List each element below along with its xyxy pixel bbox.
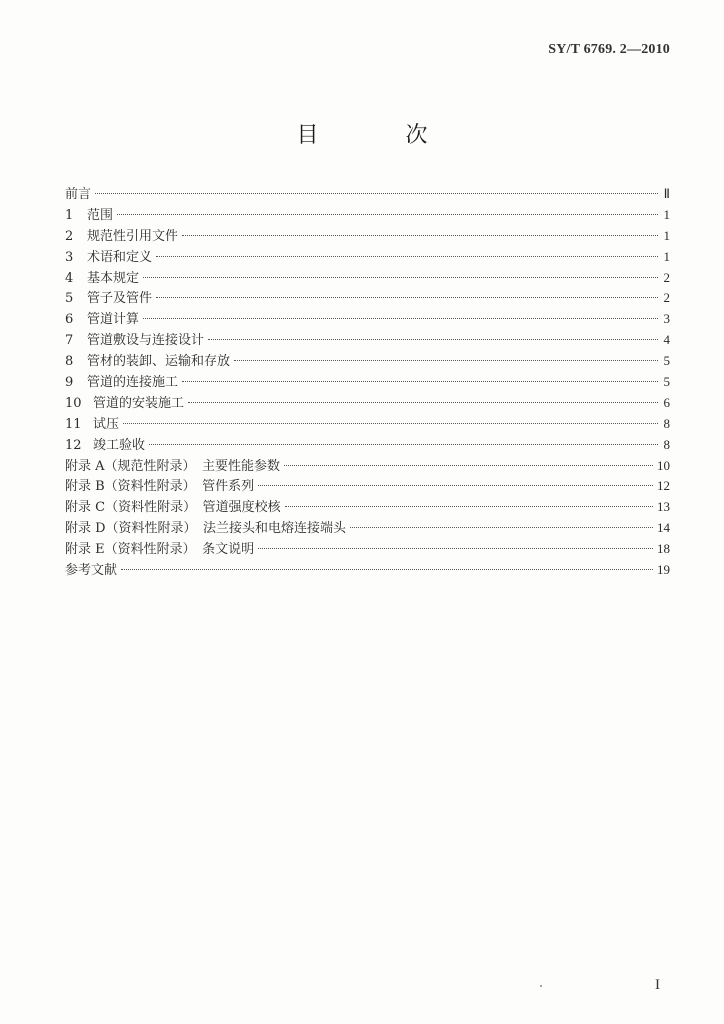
toc-entry-references[interactable] [65,559,670,580]
toc-entry-appendix-b[interactable] [65,475,670,496]
dot-leader [258,485,653,486]
toc-entry-label: 3 术语和定义 [65,249,153,265]
toc-entry-label: 1 范围 [65,207,114,223]
scan-speck [540,985,542,987]
toc-entry-page: 1 [663,206,670,222]
toc-entry-appendix-a[interactable] [65,455,670,476]
toc-entry-page: Ⅱ [663,186,670,201]
toc-entry-label: 10 管道的安装施工 [65,395,185,411]
toc-entry-7[interactable] [65,329,670,350]
dot-leader [285,506,653,507]
toc-entry-label: 11 试压 [65,416,120,432]
toc-entry-3[interactable] [65,246,670,267]
toc-entry-page: 12 [657,478,670,494]
toc-entry-page: 5 [663,353,670,369]
toc-entry-8[interactable] [65,350,670,371]
toc-entry-appendix-d[interactable] [65,517,670,538]
dot-leader [234,360,658,361]
toc-entry-label: 4 基本规定 [65,270,140,286]
dot-leader [95,193,658,194]
toc-entry-foreword[interactable] [65,183,670,204]
dot-leader [143,277,658,278]
toc-entry-label: 附录 C（资料性附录） 管道强度校核 [65,500,281,516]
toc-entry-12[interactable] [65,434,670,455]
dot-leader [123,423,658,424]
toc-entry-label: 附录 E（资料性附录） 条文说明 [65,542,255,558]
toc-entry-page: 13 [657,499,670,515]
toc-entry-label: 附录 D（资料性附录） 法兰接头和电熔连接端头 [65,521,347,537]
dot-leader [284,465,653,466]
toc-entry-label: 8 管材的装卸、运输和存放 [65,354,231,370]
page-number: I [655,977,660,993]
standard-code: SY/T 6769. 2—2010 [548,42,670,57]
toc-entry-page: 14 [657,520,670,536]
toc-entry-label: 附录 B（资料性附录） 管件系列 [65,479,255,495]
toc-entry-label: 6 管道计算 [65,312,140,328]
toc-entry-page: 2 [663,290,670,306]
toc-entry-label: 7 管道敷设与连接设计 [65,333,205,349]
dot-leader [258,548,653,549]
toc-entry-label: 2 规范性引用文件 [65,228,179,244]
toc-entry-label: 前言 [65,187,92,202]
toc-entry-page: 19 [657,562,670,578]
toc-entry-11[interactable] [65,413,670,434]
page-title: 目 次 [296,123,468,148]
dot-leader [149,444,658,445]
toc-entry-page: 8 [663,436,670,452]
toc-entry-label: 5 管子及管件 [65,291,153,307]
toc-entry-2[interactable] [65,225,670,246]
dot-leader [182,235,658,236]
toc-entry-page: 5 [663,374,670,390]
toc-entry-9[interactable] [65,371,670,392]
toc-entry-label: 附录 A（规范性附录） 主要性能参数 [65,458,281,474]
dot-leader [208,339,658,340]
toc-entry-1[interactable] [65,204,670,225]
toc-entry-appendix-e[interactable] [65,538,670,559]
toc-entry-page: 3 [663,311,670,327]
dot-leader [188,402,658,403]
dot-leader [350,527,653,528]
table-of-contents [65,183,670,580]
toc-entry-6[interactable] [65,308,670,329]
toc-entry-10[interactable] [65,392,670,413]
dot-leader [182,381,658,382]
toc-entry-label: 参考文献 [65,563,118,579]
toc-entry-label: 9 管道的连接施工 [65,375,179,391]
toc-entry-4[interactable] [65,267,670,288]
toc-entry-page: 1 [663,227,670,243]
dot-leader [121,569,653,570]
toc-entry-appendix-c[interactable] [65,496,670,517]
dot-leader [156,297,658,298]
dot-leader [117,214,658,215]
toc-entry-5[interactable] [65,287,670,308]
toc-entry-page: 18 [657,541,670,557]
toc-entry-page: 4 [663,332,670,348]
toc-entry-page: 2 [663,269,670,285]
toc-entry-page: 1 [663,248,670,264]
dot-leader [143,318,658,319]
toc-entry-page: 10 [657,457,670,473]
dot-leader [156,256,658,257]
toc-entry-page: 8 [663,415,670,431]
toc-entry-label: 12 竣工验收 [65,437,146,453]
toc-entry-page: 6 [663,394,670,410]
